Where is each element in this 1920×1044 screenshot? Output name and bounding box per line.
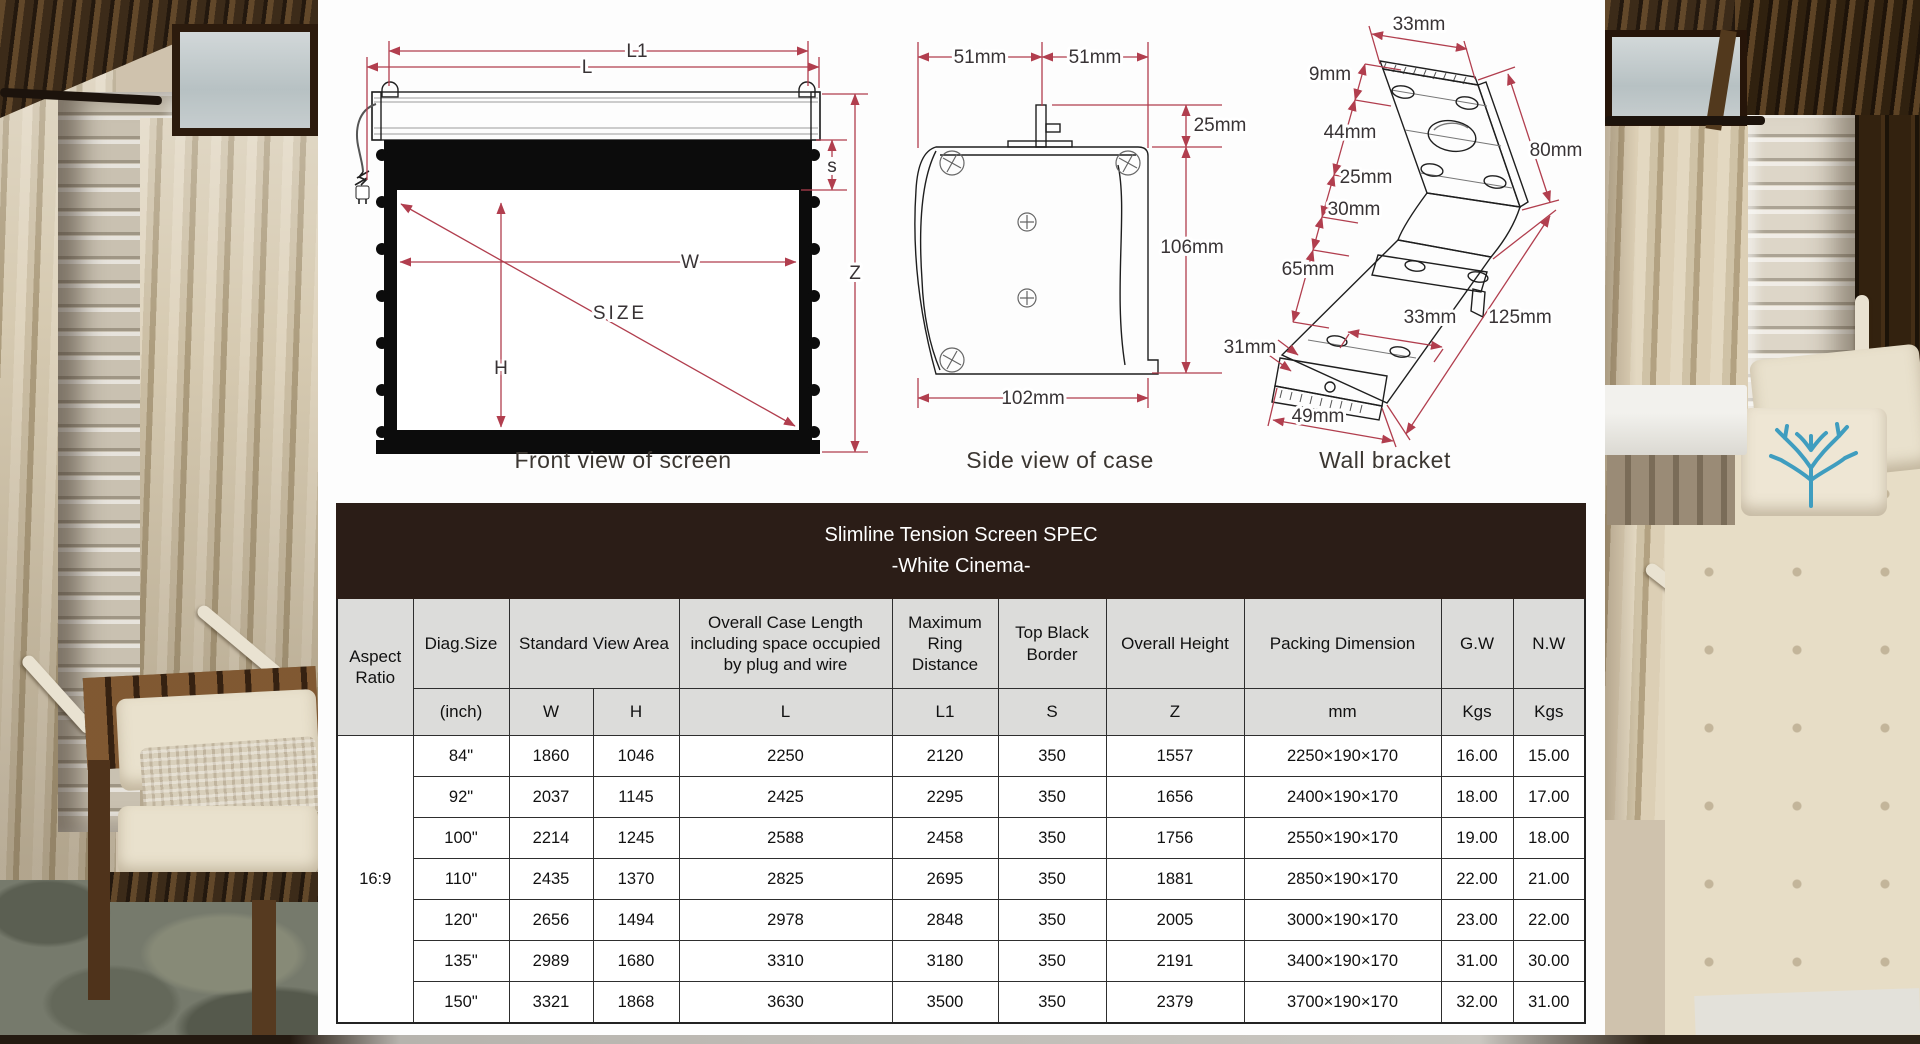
label-125mm: 125mm (1488, 307, 1552, 328)
wall-bracket-diagram (1190, 10, 1610, 455)
label-25mm-bracket: 25mm (1339, 167, 1393, 188)
cell: 3700×190×170 (1244, 982, 1441, 1024)
cell: 2191 (1106, 941, 1244, 982)
cell: 350 (998, 859, 1106, 900)
floor-strip-bottom (0, 1035, 1920, 1044)
label-w: W (681, 252, 699, 273)
cell: 2400×190×170 (1244, 777, 1441, 818)
cell: 2656 (509, 900, 593, 941)
case-end-cap-left (372, 92, 381, 140)
tab-base (1008, 141, 1072, 147)
wall-bracket-caption: Wall bracket (1319, 447, 1451, 473)
label-31mm: 31mm (1223, 337, 1277, 358)
coral-pillow (1741, 408, 1887, 516)
bracket-bend (1398, 193, 1520, 257)
label-30mm: 30mm (1327, 199, 1381, 220)
label-33mm-top: 33mm (1392, 14, 1446, 35)
cell: 1557 (1106, 736, 1244, 777)
cell: 110" (413, 859, 509, 900)
subheader-inch: (inch) (413, 689, 509, 736)
side-case-art (915, 105, 1158, 374)
label-h: H (494, 358, 508, 379)
table-title-row (337, 504, 1585, 598)
table-row (337, 777, 1585, 818)
bracket-body-art (1272, 61, 1528, 420)
header-overall-case-length: Overall Case Length including space occupied by plug and wire (679, 598, 892, 689)
subheader-mm: mm (1244, 689, 1441, 736)
tab-screw (1046, 124, 1060, 132)
cell: 17.00 (1513, 777, 1585, 818)
table-pallet-base (1607, 455, 1735, 525)
cell: 2989 (509, 941, 593, 982)
cell: 2037 (509, 777, 593, 818)
header-overall-height: Overall Height (1106, 598, 1244, 689)
table-row (337, 982, 1585, 1024)
subheader-l: L (679, 689, 892, 736)
sofa-seat (1665, 455, 1920, 1044)
label-49mm: 49mm (1291, 406, 1345, 427)
cell: 19.00 (1441, 818, 1513, 859)
power-plug (356, 186, 369, 199)
cell: 2848 (892, 900, 998, 941)
hanging-hook-left (382, 82, 398, 97)
label-102mm: 102mm (1001, 388, 1065, 409)
header-standard-view-area: Standard View Area (509, 598, 679, 689)
rail-lip (1471, 289, 1485, 317)
table-row (337, 859, 1585, 900)
cell: 350 (998, 736, 1106, 777)
cell: 2379 (1106, 982, 1244, 1024)
cell: 2978 (679, 900, 892, 941)
side-view-caption: Side view of case (966, 447, 1154, 473)
label-l: L (581, 57, 593, 78)
cell: 2458 (892, 818, 998, 859)
wood-wall-top-right (1735, 0, 1920, 115)
cell: 3321 (509, 982, 593, 1024)
cell: 15.00 (1513, 736, 1585, 777)
label-51mm-right: 51mm (1068, 47, 1122, 68)
cell: 1756 (1106, 818, 1244, 859)
cell: 2695 (892, 859, 998, 900)
table-title-line1: Slimline Tension Screen SPEC (824, 524, 1098, 546)
table-row (337, 900, 1585, 941)
cell: 2120 (892, 736, 998, 777)
cell: 3400×190×170 (1244, 941, 1441, 982)
cell: 18.00 (1441, 777, 1513, 818)
cell: 3180 (892, 941, 998, 982)
cell: 1145 (593, 777, 679, 818)
cell: 350 (998, 982, 1106, 1024)
cell: 92" (413, 777, 509, 818)
label-80mm: 80mm (1529, 140, 1583, 161)
subheader-h: H (593, 689, 679, 736)
bench-leg-front (252, 900, 276, 1036)
cell: 2825 (679, 859, 892, 900)
cell: 31.00 (1441, 941, 1513, 982)
cell: 2005 (1106, 900, 1244, 941)
subheader-w: W (509, 689, 593, 736)
header-packing-dimension: Packing Dimension (1244, 598, 1441, 689)
label-25mm: 25mm (1193, 115, 1247, 136)
curtain-rod-right (1605, 116, 1765, 125)
cell: 2435 (509, 859, 593, 900)
cell: 1881 (1106, 859, 1244, 900)
cell: 1680 (593, 941, 679, 982)
cell: 1860 (509, 736, 593, 777)
background-photo-right (1605, 0, 1920, 1044)
cell: 1046 (593, 736, 679, 777)
label-51mm-left: 51mm (953, 47, 1007, 68)
header-gw: G.W (1441, 598, 1513, 689)
bracket-dimension-labels (1224, 14, 1583, 427)
hanging-hook-right (799, 82, 815, 97)
table-title (337, 504, 1585, 598)
cell: 18.00 (1513, 818, 1585, 859)
cell: 3630 (679, 982, 892, 1024)
subheader-z: Z (1106, 689, 1244, 736)
cell: 2214 (509, 818, 593, 859)
cell: 1245 (593, 818, 679, 859)
subheader-kgs-nw: Kgs (1513, 689, 1585, 736)
cell: 3000×190×170 (1244, 900, 1441, 941)
cell: 2250 (679, 736, 892, 777)
bracket-dimension-lines (1266, 26, 1559, 447)
bracket-top-edge (1380, 61, 1478, 85)
bench-seat-cushion (118, 806, 318, 876)
cell: 16.00 (1441, 736, 1513, 777)
cell: 2588 (679, 818, 892, 859)
table-row (337, 736, 1585, 777)
label-l1: L1 (626, 41, 648, 62)
corner-screws (940, 151, 1140, 372)
aspect-ratio-value: 16:9 (337, 736, 413, 1024)
cell: 2550×190×170 (1244, 818, 1441, 859)
front-view-diagram (330, 8, 875, 458)
coral-motif (1741, 408, 1887, 516)
bench-front-rail (95, 872, 318, 902)
cell: 350 (998, 777, 1106, 818)
label-33mm-mid: 33mm (1403, 307, 1457, 328)
header-nw: N.W (1513, 598, 1585, 689)
cell: 2295 (892, 777, 998, 818)
table-title-line2: -White Cinema- (891, 555, 1031, 577)
white-plank (1694, 988, 1920, 1042)
cell: 84" (413, 736, 509, 777)
bench-leg-left (88, 760, 110, 1000)
table-row (337, 818, 1585, 859)
cell: 22.00 (1513, 900, 1585, 941)
cell: 31.00 (1513, 982, 1585, 1024)
subheader-l1: L1 (892, 689, 998, 736)
screen-case (372, 92, 820, 140)
cell: 23.00 (1441, 900, 1513, 941)
background-photo-left (0, 0, 318, 1044)
label-9mm: 9mm (1308, 64, 1352, 85)
label-65mm: 65mm (1281, 259, 1335, 280)
cell: 135" (413, 941, 509, 982)
cell: 350 (998, 818, 1106, 859)
white-table (1605, 385, 1747, 455)
cell: 1868 (593, 982, 679, 1024)
cell: 350 (998, 900, 1106, 941)
label-z: Z (849, 263, 861, 284)
cell: 1494 (593, 900, 679, 941)
label-106mm: 106mm (1160, 237, 1224, 258)
front-screen-art (355, 82, 820, 454)
table-subheader-row (337, 689, 1585, 736)
cell: 30.00 (1513, 941, 1585, 982)
case-end-cap-right (811, 92, 820, 140)
bracket-right-edge (1478, 82, 1528, 207)
cell: 350 (998, 941, 1106, 982)
spec-table (336, 503, 1586, 1024)
cell: 3310 (679, 941, 892, 982)
label-s: s (827, 156, 837, 177)
label-44mm: 44mm (1323, 122, 1377, 143)
cell: 21.00 (1513, 859, 1585, 900)
cell: 2850×190×170 (1244, 859, 1441, 900)
subheader-s: S (998, 689, 1106, 736)
label-size: SIZE (592, 303, 648, 324)
header-aspect-ratio: Aspect Ratio (337, 598, 413, 736)
cell: 32.00 (1441, 982, 1513, 1024)
cell: 3500 (892, 982, 998, 1024)
cell: 22.00 (1441, 859, 1513, 900)
cell: 100" (413, 818, 509, 859)
window-left (172, 24, 318, 136)
header-top-black-border: Top Black Border (998, 598, 1106, 689)
front-view-caption: Front view of screen (514, 447, 732, 473)
side-dimension-lines (918, 42, 1222, 408)
table-header-row (337, 598, 1585, 689)
cell: 120" (413, 900, 509, 941)
table-row (337, 941, 1585, 982)
cell: 1370 (593, 859, 679, 900)
header-diag-size: Diag.Size (413, 598, 509, 689)
cell: 2425 (679, 777, 892, 818)
cell: 2250×190×170 (1244, 736, 1441, 777)
cell: 150" (413, 982, 509, 1024)
subheader-kgs-gw: Kgs (1441, 689, 1513, 736)
header-maximum-ring-distance: Maximum Ring Distance (892, 598, 998, 689)
cell: 1656 (1106, 777, 1244, 818)
